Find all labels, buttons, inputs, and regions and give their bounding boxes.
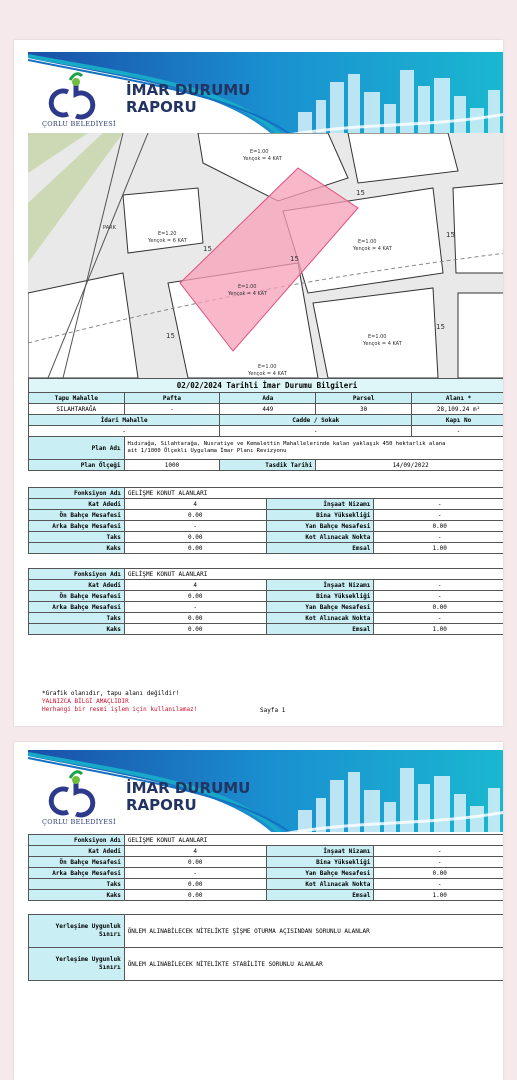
col-header: Cadde / Sokak — [220, 415, 412, 426]
floors-label: Kat Adedi — [29, 580, 125, 591]
suitability-table — [28, 914, 503, 981]
height-value: - — [374, 857, 503, 868]
kaks-label: Kaks — [29, 624, 125, 635]
kaks-label: Kaks — [29, 543, 125, 554]
report-info-title: 02/02/2024 Tarihli İmar Durumu Bilgileri — [29, 379, 504, 393]
cell-value: 449 — [220, 404, 316, 415]
kot-value: - — [374, 879, 503, 890]
col-header: Kapı No — [412, 415, 503, 426]
header-banner — [28, 52, 503, 140]
suitability-label: Yerleşime Uygunluk Sınırı — [29, 948, 125, 981]
taks-value: 0.00 — [124, 879, 266, 890]
map-road-label: 15 — [166, 332, 175, 340]
floors-value: 4 — [124, 499, 266, 510]
kaks-label: Kaks — [29, 890, 125, 901]
col-header: Pafta — [124, 393, 220, 404]
taks-value: 0.00 — [124, 532, 266, 543]
cell-value: - — [29, 426, 220, 437]
title-line-2: RAPORU — [126, 98, 197, 116]
back-value: - — [124, 521, 266, 532]
floors-label: Kat Adedi — [29, 499, 125, 510]
map-label: E=1.00 — [368, 334, 387, 340]
map-road-label: 15 — [436, 323, 445, 331]
side-value: 0.00 — [374, 602, 503, 613]
order-value: - — [374, 580, 503, 591]
cell-value: SILAHTARAĞA — [29, 404, 125, 415]
kaks-value: 0.00 — [124, 890, 266, 901]
emsal-value: 1.00 — [374, 890, 503, 901]
back-label: Arka Bahçe Mesafesi — [29, 602, 125, 613]
back-label: Arka Bahçe Mesafesi — [29, 521, 125, 532]
floors-value: 4 — [124, 580, 266, 591]
front-value: 0.00 — [124, 510, 266, 521]
height-value: - — [374, 510, 503, 521]
back-label: Arka Bahçe Mesafesi — [29, 868, 125, 879]
logo-text: ÇORLU BELEDİYESİ — [42, 120, 116, 128]
back-value: - — [124, 868, 266, 879]
map-road-label: 15 — [446, 231, 455, 239]
footnote-block — [42, 690, 197, 714]
front-value: 0.00 — [124, 591, 266, 602]
kaks-value: 0.00 — [124, 543, 266, 554]
taks-label: Taks — [29, 613, 125, 624]
map-label: Yençok = 6 KAT — [148, 238, 187, 244]
kaks-value: 0.00 — [124, 624, 266, 635]
taks-value: 0.00 — [124, 613, 266, 624]
zoning-function-table-2 — [28, 568, 503, 635]
emsal-label: Emsal — [266, 624, 374, 635]
map-label: E=1.00 — [258, 364, 277, 370]
function-value: GELİŞME KONUT ALANLARI — [124, 835, 503, 846]
height-value: - — [374, 591, 503, 602]
report-title — [126, 780, 250, 814]
page-number: Sayfa 1 — [260, 707, 286, 714]
function-label: Fonksiyon Adı — [29, 835, 125, 846]
kot-value: - — [374, 613, 503, 624]
side-label: Yan Bahçe Mesafesi — [266, 602, 374, 613]
function-value: GELİŞME KONUT ALANLARI — [124, 569, 503, 580]
plan-scale-label: Plan Ölçeği — [29, 460, 125, 471]
emsal-label: Emsal — [266, 890, 374, 901]
plan-name-value — [124, 437, 503, 460]
col-header: Alanı * — [412, 393, 503, 404]
info-only-warning: YALNIZCA BİLGİ AMAÇLIDIR — [42, 698, 129, 705]
title-line-2: RAPORU — [126, 796, 197, 814]
zoning-function-table-3 — [28, 834, 503, 901]
order-label: İnşaat Nizamı — [266, 499, 374, 510]
map-label: E=1.20 — [158, 231, 177, 237]
map-label: Yençok = 4 KAT — [353, 246, 392, 252]
header-banner — [28, 750, 503, 838]
order-label: İnşaat Nizamı — [266, 580, 374, 591]
title-line-1: İMAR DURUMU — [126, 81, 251, 99]
suitability-label: Yerleşime Uygunluk Sınırı — [29, 915, 125, 948]
map-road-label: 15 — [290, 255, 299, 263]
cell-value: 28,109.24 m² — [412, 404, 503, 415]
kot-label: Kot Alınacak Nokta — [266, 613, 374, 624]
side-value: 0.00 — [374, 868, 503, 879]
front-value: 0.00 — [124, 857, 266, 868]
front-label: Ön Bahçe Mesafesi — [29, 591, 125, 602]
parcel-info-table — [28, 378, 503, 471]
graphic-area-note: *Grafik olanıdır, tapu alanı değildir! — [42, 690, 180, 697]
kot-label: Kot Alınacak Nokta — [266, 879, 374, 890]
plan-name-label: Plan Adı — [29, 437, 125, 460]
logo-text: ÇORLU BELEDİYESİ — [42, 818, 116, 826]
height-label: Bina Yüksekliği — [266, 857, 374, 868]
front-label: Ön Bahçe Mesafesi — [29, 510, 125, 521]
emsal-label: Emsal — [266, 543, 374, 554]
side-label: Yan Bahçe Mesafesi — [266, 868, 374, 879]
col-header: Tapu Mahalle — [29, 393, 125, 404]
order-value: - — [374, 846, 503, 857]
zoning-function-table-1 — [28, 487, 503, 554]
col-header: Parsel — [316, 393, 412, 404]
function-label: Fonksiyon Adı — [29, 569, 125, 580]
suitability-value: ÖNLEM ALINABİLECEK NİTELİKTE STABİLİTE SORUNLU ALANLAR — [124, 948, 503, 981]
cell-value: - — [220, 426, 412, 437]
map-road-label: 15 — [203, 245, 212, 253]
plan-scale-value: 1000 — [124, 460, 220, 471]
approval-date-label: Tasdik Tarihi — [220, 460, 316, 471]
emsal-value: 1.00 — [374, 624, 503, 635]
title-line-1: İMAR DURUMU — [126, 779, 251, 797]
function-value: GELİŞME KONUT ALANLARI — [124, 488, 503, 499]
map-label: Yençok = 4 KAT — [243, 156, 282, 162]
height-label: Bina Yüksekliği — [266, 591, 374, 602]
suitability-value: ÖNLEM ALINABİLECEK NİTELİKTE ŞİŞME OTURMA AÇISINDAN SORUNLU ALANLAR — [124, 915, 503, 948]
map-label: Yençok = 4 KAT — [228, 291, 267, 297]
side-value: 0.00 — [374, 521, 503, 532]
report-page-2 — [14, 742, 503, 1080]
map-label: E=1.00 — [238, 284, 257, 290]
approval-date-value: 14/09/2022 — [316, 460, 503, 471]
map-label: Yençok = 4 KAT — [363, 341, 402, 347]
cell-value: 30 — [316, 404, 412, 415]
kot-label: Kot Alınacak Nokta — [266, 532, 374, 543]
emsal-value: 1.00 — [374, 543, 503, 554]
side-label: Yan Bahçe Mesafesi — [266, 521, 374, 532]
floors-value: 4 — [124, 846, 266, 857]
not-official-warning: Herhangi bir resmi işlem için kullanılamaz! — [42, 706, 198, 713]
kot-value: - — [374, 532, 503, 543]
map-label: Yençok = 4 KAT — [248, 371, 287, 377]
function-label: Fonksiyon Adı — [29, 488, 125, 499]
zoning-map — [28, 133, 503, 378]
report-title — [126, 82, 250, 116]
col-header: Ada — [220, 393, 316, 404]
map-label: E=1.00 — [250, 149, 269, 155]
order-label: İnşaat Nizamı — [266, 846, 374, 857]
taks-label: Taks — [29, 879, 125, 890]
front-label: Ön Bahçe Mesafesi — [29, 857, 125, 868]
map-road-label: 15 — [356, 189, 365, 197]
plan-name-line-1: Hıdırağa, Silahtarağa, Nusratiye ve Kemalettin Mahallelerinde kalan yaklaşık 450 hektarlık alana — [127, 441, 446, 447]
floors-label: Kat Adedi — [29, 846, 125, 857]
cell-value: - — [124, 404, 220, 415]
cell-value: - — [412, 426, 503, 437]
map-label: PARK — [103, 225, 116, 231]
col-header: İdari Mahalle — [29, 415, 220, 426]
plan-name-line-2: ait 1/1000 Ölçekli Uygulama İmar Planı Revizyonu — [127, 448, 287, 454]
height-label: Bina Yüksekliği — [266, 510, 374, 521]
zoning-map-svg — [28, 133, 503, 378]
map-label: E=1.00 — [358, 239, 377, 245]
taks-label: Taks — [29, 532, 125, 543]
report-page-1 — [14, 40, 503, 726]
back-value: - — [124, 602, 266, 613]
order-value: - — [374, 499, 503, 510]
